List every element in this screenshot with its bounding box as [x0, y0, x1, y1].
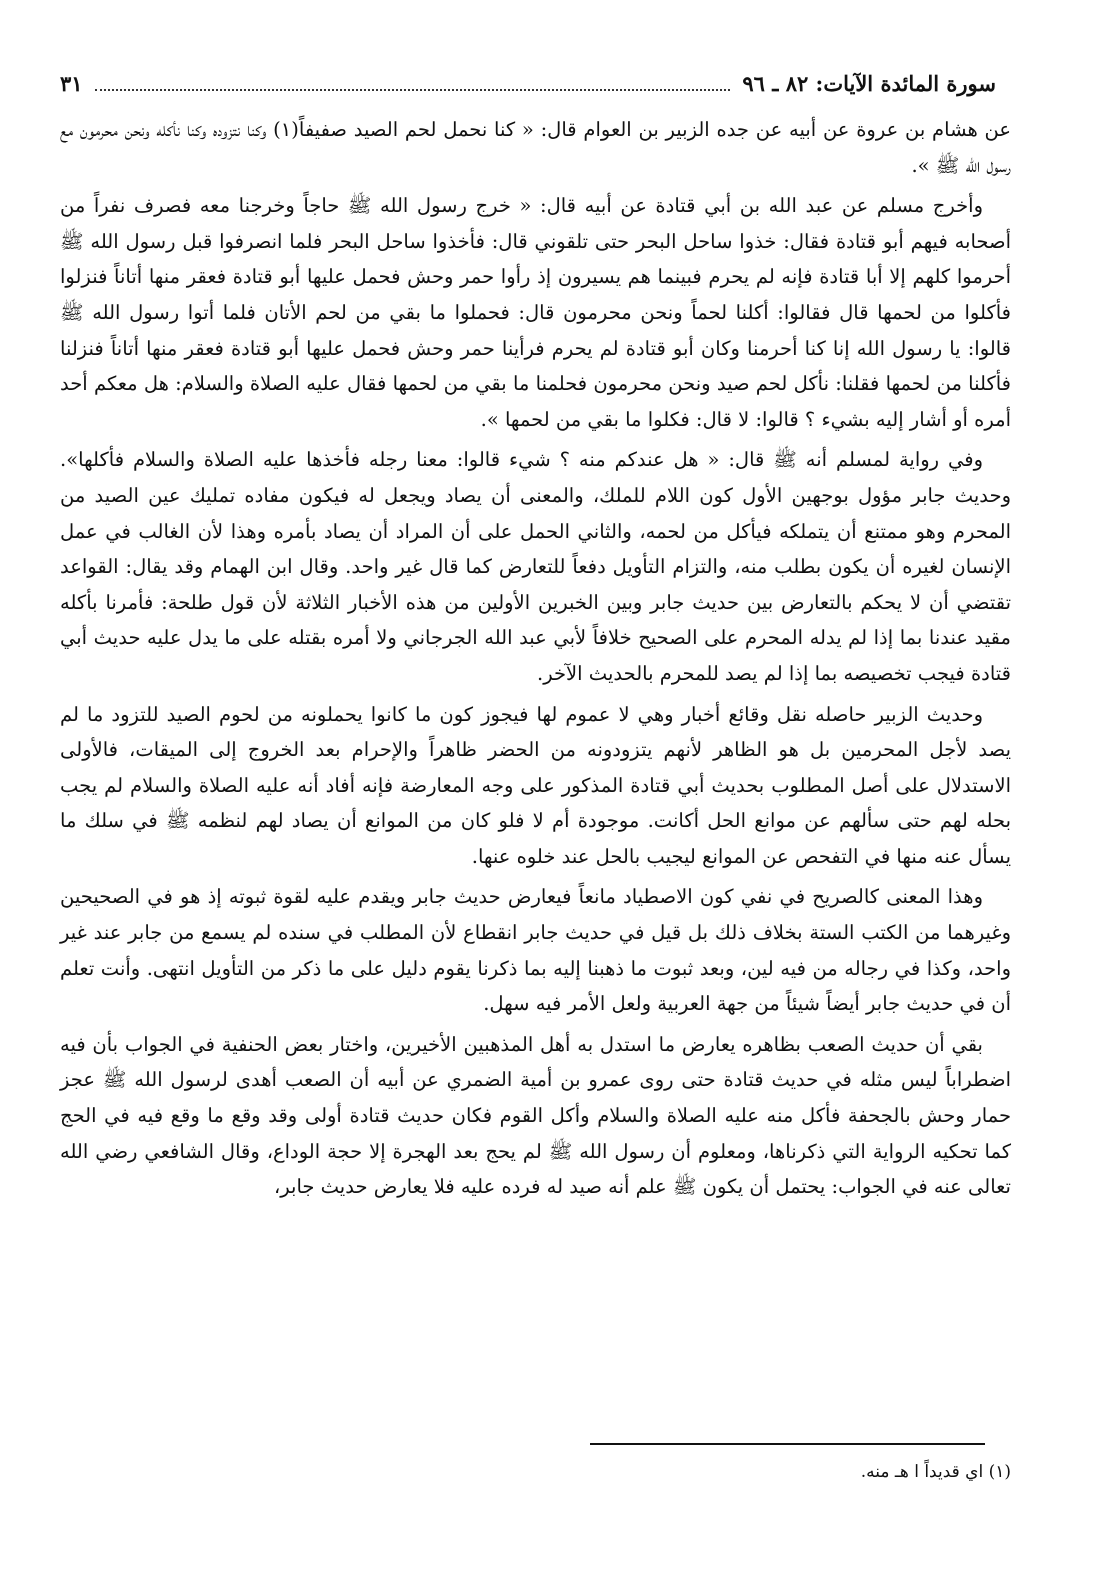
- paragraph: وأخرج مسلم عن عبد الله بن أبي قتادة عن أبيه قال: « خرج رسول الله ﷺ حاجاً وخرجنا معه فصرف نفراً من أصحابه فيهم أبو قتادة فقال: خذوا ساحل البحر حتى تلقوني قال: فأخذوا ساحل البحر فلما انصرفوا قبل رسول الله ﷺ أحرموا كلهم إلا أبا قتادة فإنه لم يحرم فبينما هم يسيرون إذ رأوا حمر وحش فحمل عليها أبو قتادة فعقر منها أتاناً فنزلوا فأكلوا من لحمها قال فقالوا: أكلنا لحماً ونحن محرمون قال: فحملوا ما بقي من لحم الأتان فلما أتوا رسول الله ﷺ قالوا: يا رسول الله إنا كنا أحرمنا وكان أبو قتادة لم يحرم فرأينا حمر وحش فحمل عليها أبو قتادة فعقر منها أتاناً فنزلنا فأكلنا من لحمها فقلنا: نأكل لحم صيد ونحن محرمون فحلمنا ما بقي من لحمها فقال عليه الصلاة والسلام: هل معكم أحد أمره أو أشار إليه بشيء ؟ قالوا: لا قال: فكلوا ما بقي من لحمها ».: [60, 194, 1011, 431]
- body-text: [60, 112, 1011, 1210]
- header-title: سورة المائدة الآيات: ٨٢ ـ ٩٦: [742, 70, 996, 96]
- paragraph: وفي رواية لمسلم أنه ﷺ قال: « هل عندكم منه ؟ شيء قالوا: معنا رجله فأخذها عليه الصلاة والسلام فأكلها». وحديث جابر مؤول بوجهين الأول كون اللام للملك، والمعنى أن يصاد ويجعل له فيكون مفاده تمليك عين الصيد من المحرم وهو ممتنع أن يتملكه فيأكل من لحمه، والثاني الحمل على أن المراد أن يصاد بأمره وهذا لأن الغالب في عمل الإنسان لغيره أن يكون بطلب منه، والتزام التأويل دفعاً للتعارض كما قال غير واحد. وقال ابن الهمام وقد يقال: القواعد تقتضي أن لا يحكم بالتعارض بين حديث جابر وبين الخبرين الأولين من هذه الأخبار الثلاثة لأن قول طلحة: فأمرنا بأكله مقيد عندنا بما إذا لم يدله المحرم على الصحيح خلافاً لأبي عبد الله الجرجاني ولا أمره بقتله على ما يدل عليه حديث أبي قتادة فيجب تخصيصه بما إذا لم يصد للمحرم بالحديث الآخر.: [60, 448, 1011, 685]
- paragraph: وهذا المعنى كالصريح في نفي كون الاصطياد مانعاً فيعارض حديث جابر ويقدم عليه لقوة ثبوته إذ هو في الصحيحين وغيرهما من الكتب الستة بخلاف ذلك بل قيل في حديث جابر انقطاع لأن المطلب في سنده لم يسمع من جابر عند غير واحد، وكذا في رجاله من فيه لين، وبعد ثبوت ما ذهبنا إليه بما ذكرنا يقوم دليل على ما ذكر من التأويل انتهى. وأنت تعلم أن في حديث جابر أيضاً شيئاً من جهة العربية ولعل الأمر فيه سهل.: [60, 885, 1011, 1016]
- paragraph: عن هشام بن عروة عن أبيه عن جده الزبير بن العوام قال: « كنا نحمل لحم الصيد صفيفاً(١) وكنا نتزوده وكنا نأكله ونحن محرمون مع رسول الله ﷺ ».: [60, 118, 1012, 177]
- page-number: ٣١: [60, 70, 83, 96]
- header-dotted-leader: [95, 75, 731, 91]
- paragraph: بقي أن حديث الصعب بظاهره يعارض ما استدل به أهل المذهبين الأخيرين، واختار بعض الحنفية في الجواب بأن فيه اضطراباً ليس مثله في حديث قتادة حتى روى عمرو بن أمية الضمري عن أبيه أن الصعب أهدى لرسول الله ﷺ عجز حمار وحش بالجحفة فأكل منه عليه الصلاة والسلام وأكل القوم فكان حديث قتادة أولى وقد وقع ما وقع فيه في الحج كما تحكيه الرواية التي ذكرناها، ومعلوم أن رسول الله ﷺ لم يحج بعد الهجرة إلا حجة الوداع، وقال الشافعي رضي الله تعالى عنه في الجواب: يحتمل أن يكون ﷺ علم أنه صيد له فرده عليه فلا يعارض حديث جابر،: [60, 1032, 1011, 1199]
- paragraph: وحديث الزبير حاصله نقل وقائع أخبار وهي لا عموم لها فيجوز كون ما كانوا يحملونه من لحوم الصيد للتزود ما لم يصد لأجل المحرمين بل هو الظاهر لأنهم يتزودونه من الحضر ظاهراً والإحرام بعد الخروج إلى الميقات، فالأولى الاستدلال على أصل المطلوب بحديث أبي قتادة المذكور على وجه المعارضة فإنه أفاد أنه عليه الصلاة والسلام لم يجب بحله لهم حتى سألهم عن موانع الحل أكانت. موجودة أم لا فلو كان من الموانع أن يصاد لهم لنظمه ﷺ في سلك ما يسأل عنه منها في التفحص عن الموانع ليجيب بالحل عند خلوه عنها.: [60, 702, 1011, 868]
- footnote-separator: [590, 1443, 985, 1445]
- footnote: (١) اي قديداً ا هـ منه.: [860, 1462, 1011, 1482]
- running-header: [60, 62, 996, 104]
